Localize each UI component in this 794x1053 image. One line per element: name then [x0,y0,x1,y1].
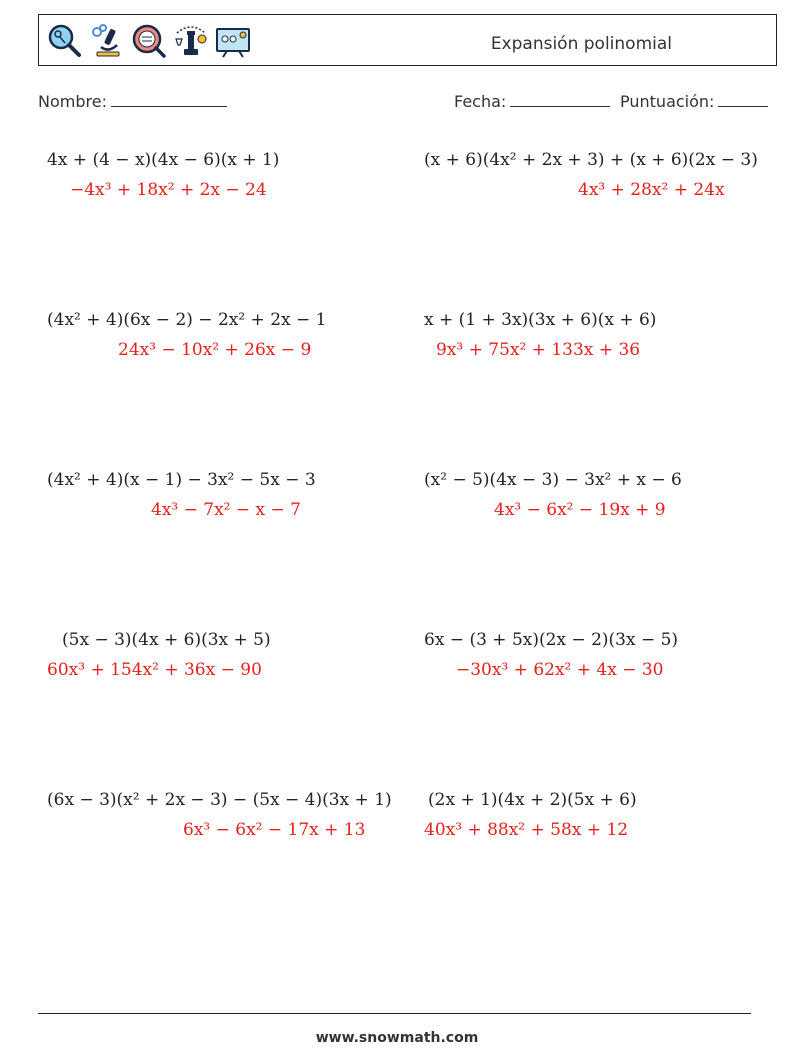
footer-url[interactable]: www.snowmath.com [315,1030,479,1046]
name-blank[interactable] [111,92,227,107]
problem-3-question: (4x² + 4)(6x − 2) − 2x² + 2x − 1 [47,310,327,330]
worksheet-header [38,14,777,66]
problem-10-question: (2x + 1)(4x + 2)(5x + 6) [428,790,637,810]
problem-10-answer: 40x³ + 88x² + 58x + 12 [424,820,629,840]
problem-2-question: (x + 6)(4x² + 2x + 3) + (x + 6)(2x − 3) [424,150,758,170]
score-blank[interactable] [718,92,768,107]
date-blank[interactable] [510,92,610,107]
problem-8-answer: −30x³ + 62x² + 4x − 30 [456,660,664,680]
score-label: Puntuación: [620,92,715,111]
header-icons [47,21,251,61]
research-badge-icon [131,23,167,59]
footer-divider [38,1013,751,1014]
problem-9-question: (6x − 3)(x² + 2x − 3) − (5x − 4)(3x + 1) [47,790,392,810]
problem-1-question: 4x + (4 − x)(4x − 6)(x + 1) [47,150,280,170]
problem-9-answer: 6x³ − 6x² − 17x + 13 [183,820,366,840]
problem-2-answer: 4x³ + 28x² + 24x [578,180,725,200]
problem-6-answer: 4x³ − 6x² − 19x + 9 [494,500,666,520]
score-field[interactable] [620,92,768,111]
presentation-board-icon [215,23,251,59]
name-field[interactable] [38,92,227,111]
problem-5-answer: 4x³ − 7x² − x − 7 [151,500,301,520]
problem-4-answer: 9x³ + 75x² + 133x + 36 [436,340,641,360]
magnifier-icon [47,23,83,59]
problem-7-answer: 60x³ + 154x² + 36x − 90 [47,660,262,680]
problem-3-answer: 24x³ − 10x² + 26x − 9 [118,340,312,360]
problem-6-question: (x² − 5)(4x − 3) − 3x² + x − 6 [424,470,682,490]
problem-4-question: x + (1 + 3x)(3x + 6)(x + 6) [424,310,657,330]
problem-1-answer: −4x³ + 18x² + 2x − 24 [70,180,267,200]
problem-8-question: 6x − (3 + 5x)(2x − 2)(3x − 5) [424,630,679,650]
chess-strategy-icon [173,23,209,59]
date-label: Fecha: [454,92,507,111]
microscope-icon [89,23,125,59]
date-field[interactable] [454,92,610,111]
student-fields [38,92,770,116]
problem-7-question: (5x − 3)(4x + 6)(3x + 5) [62,630,271,650]
worksheet-title: Expansión polinomial [490,34,672,54]
problem-5-question: (4x² + 4)(x − 1) − 3x² − 5x − 3 [47,470,316,490]
name-label: Nombre: [38,92,107,111]
